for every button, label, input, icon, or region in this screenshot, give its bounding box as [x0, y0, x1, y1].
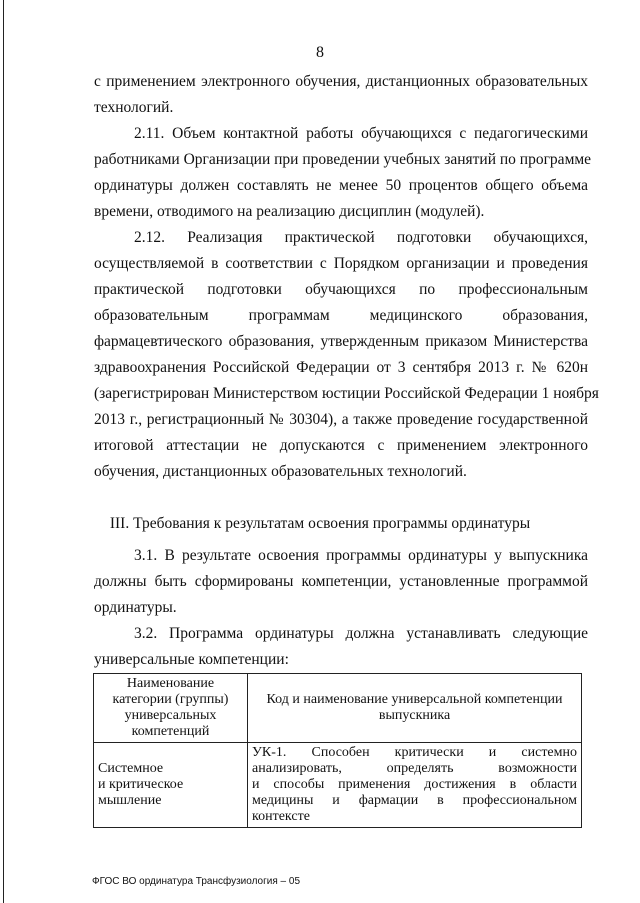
page-number: 8 [316, 44, 324, 61]
competence-cell [248, 743, 582, 828]
document-footer: ФГОС ВО ординатура Трансфузиология – 05 [92, 876, 301, 887]
text-line: осуществляемой в соответствии с Порядком организации и проведения [94, 255, 588, 272]
text-line: 2.11. Объем контактной работы обучающихся с педагогическими [134, 125, 588, 142]
section-heading: III. Требования к результатам освоения программы ординатуры [109, 515, 531, 532]
text-line: обучения, дистанционных образовательных технологий. [94, 463, 467, 480]
table-row [94, 743, 582, 828]
category-cell [94, 743, 248, 828]
category-line: мышление [98, 793, 162, 808]
category-line: Системное [98, 761, 164, 776]
text-line: 2.12. Реализация практической подготовки обучающихся, [134, 229, 588, 246]
text-line: с применением электронного обучения, дистанционных образовательных [94, 73, 588, 90]
header-competence-cell [248, 674, 582, 743]
header-category-line: универсальных [124, 708, 217, 723]
header-category-line: категории (группы) [112, 692, 229, 707]
text-line: ординатуры должен составлять не менее 50 процентов общего объема [94, 177, 588, 194]
scan-edge-line [3, 0, 4, 903]
text-line: (зарегистрирован Министерством юстиции Российской Федерации 1 ноября [94, 385, 599, 402]
text-line: фармацевтического образования, утвержденным приказом Министерства [94, 333, 588, 350]
text-line: времени, отводимого на реализацию дисциплин (модулей). [94, 203, 485, 220]
text-line: 3.2. Программа ординатуры должна устанавливать следующие [134, 625, 588, 642]
header-category-line: компетенций [131, 724, 210, 739]
table-header-row [94, 674, 582, 743]
competence-line: УК-1. Способен критически и системно [252, 745, 577, 760]
text-line: практической подготовки обучающихся по профессиональным [94, 281, 588, 298]
competence-line: контексте [252, 809, 310, 824]
competence-line: и способы применения достижения в области [252, 777, 577, 792]
text-line: работниками Организации при проведении учебных занятий по программе [94, 151, 592, 168]
text-line: универсальные компетенции: [94, 651, 289, 668]
text-line: технологий. [94, 99, 174, 116]
header-competence-line: выпускника [378, 708, 451, 723]
text-line: образовательным программам медицинского образования, [94, 307, 588, 324]
header-category-cell [94, 674, 248, 743]
competence-line: анализировать, определять возможности [252, 761, 577, 776]
text-line: 2013 г., регистрационный № 30304), а также проведение государственной [94, 411, 588, 428]
text-line: 3.1. В результате освоения программы ординатуры у выпускника [134, 547, 588, 564]
header-competence-line: Код и наименование универсальной компетенции [266, 692, 563, 707]
competencies-table [93, 673, 582, 828]
text-line: здравоохранения Российской Федерации от 3 сентября 2013 г. № 620н [94, 359, 588, 376]
text-line: ординатуры. [94, 599, 177, 616]
header-category-line: Наименование [126, 676, 215, 691]
text-line: должны быть сформированы компетенции, установленные программой [94, 573, 588, 590]
text-line: итоговой аттестации не допускаются с применением электронного [94, 437, 588, 454]
category-line: и критическое [98, 777, 184, 792]
competence-line: медицины и фармации в профессиональном [252, 793, 577, 808]
